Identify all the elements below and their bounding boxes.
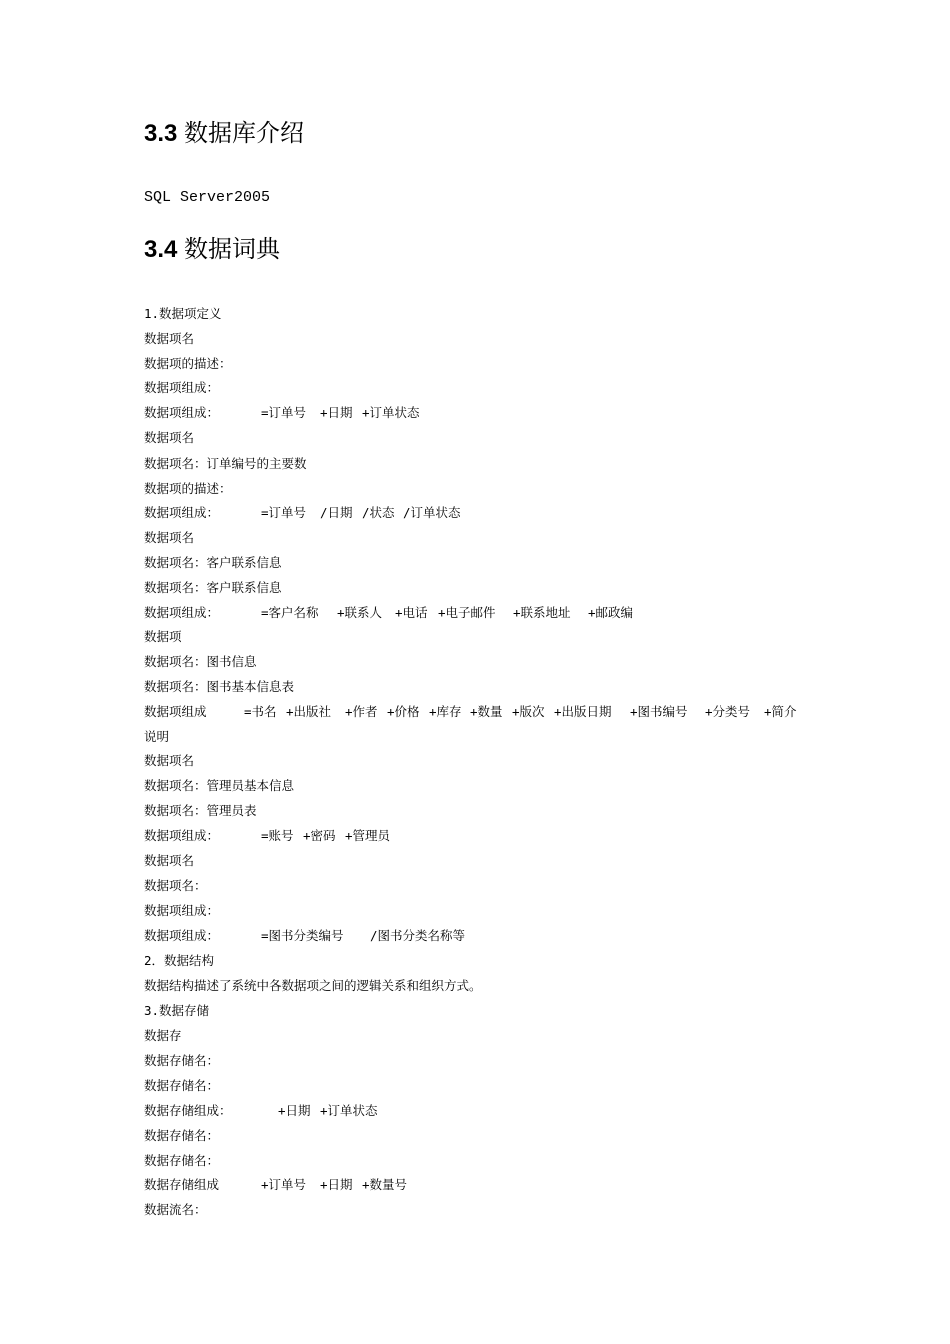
line-field: =订单号 [261,405,307,420]
line-field: +管理员 [345,828,391,843]
line-label: 数据项名：图书基本信息表 [144,679,295,694]
line-label: 数据项名 [144,853,195,868]
line-label: 数据存储名： [144,1078,220,1093]
line-field: +库存 [429,704,462,719]
line-label: 数据项的描述： [144,481,232,496]
section-heading-3-3 [144,120,304,148]
line-field: +图书编号 [630,704,688,719]
line-field: +订单号 [261,1177,307,1192]
line-label: 数据项组成： [144,380,220,395]
line-label: 数据存储组成： [144,1103,232,1118]
line-field: +密码 [303,828,336,843]
line-field: =账号 [261,828,294,843]
line-field: +分类号 [705,704,751,719]
line-label: 数据项名 [144,753,195,768]
line-label: 数据项名：管理员表 [144,803,257,818]
line-label: 说明 [144,729,170,744]
line-label: 数据项组成： [144,405,220,420]
line-label: 2．数据结构 [144,953,215,968]
line-label: 数据项组成： [144,605,220,620]
line-field: +日期 [320,1177,353,1192]
line-field: +电话 [395,605,428,620]
line-label: 数据存 [144,1028,182,1043]
line-field: +联系地址 [513,605,571,620]
line-field: +数量号 [362,1177,408,1192]
section-title: 数据库介绍 [184,120,305,147]
section-number: 3.4 [144,236,178,263]
line-label: 数据存储组成 [144,1177,220,1192]
line-label: 数据项名 [144,430,195,445]
line-label: 数据项名：图书信息 [144,654,257,669]
section-heading-3-4 [144,236,280,264]
line-label: 数据项组成： [144,928,220,943]
line-field: +作者 [345,704,378,719]
line-field: =书名 [244,704,277,719]
line-label: 数据项组成 [144,704,207,719]
line-field: +订单状态 [320,1103,378,1118]
line-field: +价格 [387,704,420,719]
line-field: +联系人 [337,605,383,620]
line-field: +邮政编 [588,605,634,620]
line-label: 数据项名：管理员基本信息 [144,778,295,793]
line-label: 数据存储名： [144,1053,220,1068]
line-field: +简介 [764,704,797,719]
line-label: 数据存储名： [144,1128,220,1143]
line-label: 数据流名： [144,1202,207,1217]
line-label: 数据项名： [144,878,207,893]
database-name: SQL Server2005 [144,189,271,206]
line-label: 3.数据存储 [144,1003,210,1018]
line-field: +日期 [320,405,353,420]
line-label: 数据项名：客户联系信息 [144,580,282,595]
line-label: 数据项名：订单编号的主要数 [144,456,307,471]
line-field: /订单状态 [403,505,461,520]
line-field: =订单号 [261,505,307,520]
line-label: 数据项组成： [144,505,220,520]
line-field: +版次 [512,704,545,719]
line-field: +出版日期 [554,704,612,719]
line-field: +电子邮件 [438,605,496,620]
line-label: 数据结构描述了系统中各数据项之间的逻辑关系和组织方式。 [144,978,482,993]
line-label: 数据项名 [144,331,195,346]
line-field: +订单状态 [362,405,420,420]
line-field: +日期 [278,1103,311,1118]
section-title: 数据词典 [184,236,281,263]
line-label: 数据项组成： [144,903,220,918]
line-label: 数据项名：客户联系信息 [144,555,282,570]
line-field: /状态 [362,505,395,520]
line-label: 1.数据项定义 [144,306,222,321]
section-number: 3.3 [144,120,178,147]
line-field: =图书分类编号 [261,928,344,943]
line-label: 数据项 [144,629,182,644]
line-field: =客户名称 [261,605,319,620]
line-label: 数据项的描述： [144,356,232,371]
line-label: 数据存储名： [144,1153,220,1168]
line-label: 数据项名 [144,530,195,545]
line-field: +数量 [470,704,503,719]
line-field: +出版社 [286,704,332,719]
line-field: /日期 [320,505,353,520]
line-field: /图书分类名称等 [370,928,466,943]
line-label: 数据项组成： [144,828,220,843]
